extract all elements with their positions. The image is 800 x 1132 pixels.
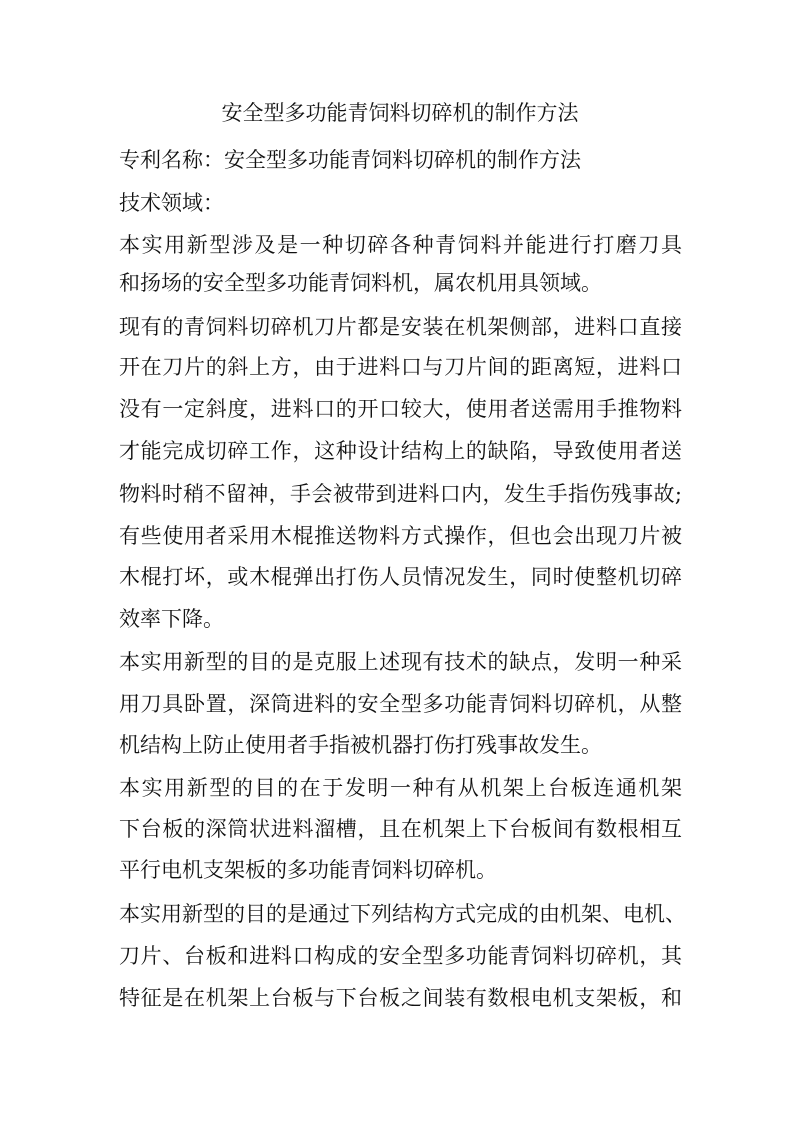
paragraph-line: 开在刀片的斜上方，由于进料口与刀片间的距离短，进料口 xyxy=(119,355,682,379)
paragraph-line: 用刀具卧置，深筒进料的安全型多功能青饲料切碎机，从整 xyxy=(119,692,682,716)
paragraph-line: 下台板的深筒状进料溜槽，且在机架上下台板间有数根相互 xyxy=(119,817,682,841)
paragraph-line: 刀片、台板和进料口构成的安全型多功能青饲料切碎机，其 xyxy=(119,944,682,968)
paragraph-line: 物料时稍不留神，手会被带到进料口内，发生手指伤残事故; xyxy=(119,482,682,506)
paragraph-line: 本实用新型涉及是一种切碎各种青饲料并能进行打磨刀具 xyxy=(119,233,682,257)
paragraph-line: 效率下降。 xyxy=(119,607,224,631)
paragraph-line: 才能完成切碎工作，这种设计结构上的缺陷，导致使用者送 xyxy=(119,439,682,463)
paragraph-line: 机结构上防止使用者手指被机器打伤打残事故发生。 xyxy=(119,733,602,757)
paragraph-line: 木棍打坏，或木棍弹出打伤人员情况发生，同时使整机切碎 xyxy=(119,565,682,589)
paragraph-line: 平行电机支架板的多功能青饲料切碎机。 xyxy=(119,858,497,882)
document-title: 安全型多功能青饲料切碎机的制作方法 xyxy=(221,101,579,125)
patent-name-line: 专利名称：安全型多功能青饲料切碎机的制作方法 xyxy=(119,148,581,172)
paragraph-line: 本实用新型的目的是通过下列结构方式完成的由机架、电机、 xyxy=(119,902,686,926)
paragraph-line: 有些使用者采用木棍推送物料方式操作，但也会出现刀片被 xyxy=(119,524,682,548)
paragraph-line: 特征是在机架上台板与下台板之间装有数根电机支架板，和 xyxy=(119,986,682,1010)
paragraph-line: 本实用新型的目的是克服上述现有技术的缺点，发明一种采 xyxy=(119,650,682,674)
paragraph-line: 没有一定斜度，进料口的开口较大，使用者送需用手推物料 xyxy=(119,397,682,421)
paragraph-line: 和扬场的安全型多功能青饲料机，属农机用具领域。 xyxy=(119,271,602,295)
paragraph-line: 本实用新型的目的在于发明一种有从机架上台板连通机架 xyxy=(119,776,682,800)
section-heading: 技术领域： xyxy=(119,191,224,215)
paragraph-line: 现有的青饲料切碎机刀片都是安装在机架侧部，进料口直接 xyxy=(119,315,682,339)
